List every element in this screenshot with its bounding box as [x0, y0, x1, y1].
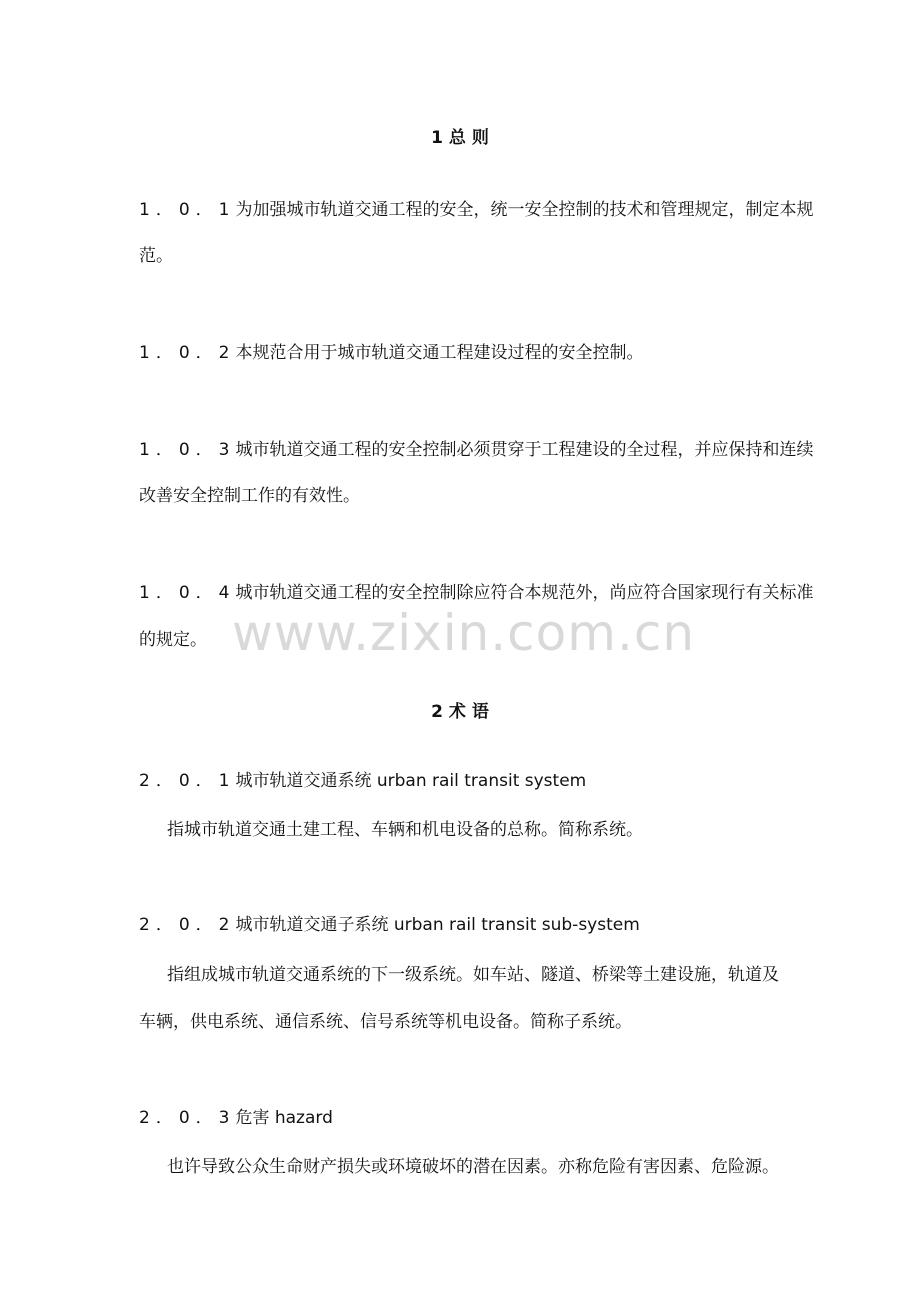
term-2-0-2-definition-cont: 车辆，供电系统、通信系统、信号系统等机电设备。简称子系统。: [139, 1012, 632, 1032]
clause-1-0-4-cont: 的规定。: [139, 630, 207, 650]
clause-1-0-3-cont: 改善安全控制工作的有效性。: [139, 486, 360, 506]
clause-number: 1．0．2: [139, 343, 236, 363]
clause-number: 2．0．1: [139, 771, 236, 791]
clause-1-0-1-cont: 范。: [139, 246, 173, 266]
clause-text: 为加强城市轨道交通工程的安全，统一安全控制的技术和管理规定，制定本规: [235, 200, 814, 220]
clause-text: 城市轨道交通工程的安全控制必须贯穿于工程建设的全过程，并应保持和连续: [235, 440, 814, 460]
clause-number: 1．0．1: [139, 200, 236, 220]
clause-text: 本规范合用于城市轨道交通工程建设过程的安全控制。: [235, 343, 644, 363]
term-2-0-1: [139, 769, 586, 793]
term-2-0-1-definition: 指城市轨道交通土建工程、车辆和机电设备的总称。简称系统。: [167, 820, 643, 840]
term-heading: 城市轨道交通子系统 urban rail transit sub-system: [235, 915, 640, 935]
term-2-0-3-definition: 也许导致公众生命财产损失或环境破坏的潜在因素。亦称危险有害因素、危险源。: [167, 1157, 779, 1177]
clause-1-0-1: [139, 198, 813, 222]
clause-1-0-2: [139, 341, 643, 365]
clause-number: 1．0．3: [139, 440, 236, 460]
clause-number: 2．0．3: [139, 1108, 236, 1128]
term-heading: 城市轨道交通系统 urban rail transit system: [235, 771, 587, 791]
term-2-0-2-definition: 指组成城市轨道交通系统的下一级系统。如车站、隧道、桥梁等土建设施，轨道及: [167, 965, 779, 985]
chapter-2-title: 2 术 语: [431, 702, 489, 722]
clause-text: 城市轨道交通工程的安全控制除应符合本规范外，尚应符合国家现行有关标准: [235, 583, 814, 603]
term-heading: 危害 hazard: [235, 1108, 333, 1128]
clause-number: 2．0．2: [139, 915, 236, 935]
chapter-1-title: 1 总 则: [431, 128, 489, 148]
term-2-0-2: [139, 913, 640, 937]
clause-number: 1．0．4: [139, 583, 236, 603]
watermark: www.zixin.com.cn: [232, 604, 696, 662]
clause-1-0-3: [139, 438, 813, 462]
term-2-0-3: [139, 1106, 333, 1130]
clause-1-0-4: [139, 581, 813, 605]
